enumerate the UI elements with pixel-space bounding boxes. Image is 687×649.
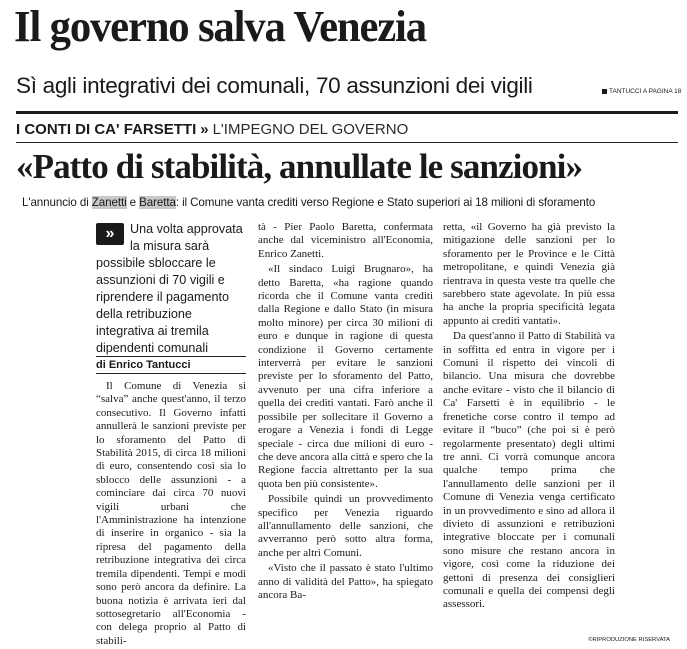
paragraph: tà - Pier Paolo Baretta, confermata anche dal viceministro all'Economia, Enrico Zanetti. <box>258 221 433 260</box>
byline: di Enrico Tantucci <box>96 359 191 371</box>
chevron-badge-icon: » <box>96 223 124 245</box>
summary-name-zanetti: Zanetti <box>91 196 127 209</box>
chevron-right-icon: » <box>200 121 209 138</box>
square-bullet-icon <box>602 89 607 94</box>
divider-thick <box>16 111 678 114</box>
section-label: I CONTI DI CA' FARSETTI <box>16 121 197 138</box>
column-1 <box>96 380 246 649</box>
section-subtitle: L'IMPEGNO DEL GOVERNO <box>212 121 409 138</box>
byline-divider <box>96 356 246 357</box>
headline: Il governo salva Venezia <box>14 2 426 51</box>
article-title: «Patto di stabilità, annullate le sanzioni» <box>16 147 583 186</box>
byline-divider-bottom <box>96 373 246 374</box>
paragraph: «Visto che il passato è stato l'ultimo anno di validità del Patto», ha spiegato ancora Ba- <box>258 562 433 601</box>
summary-text: e <box>126 196 140 209</box>
article-summary <box>22 195 682 211</box>
column-2 <box>258 221 433 604</box>
paragraph: Da quest'anno il Patto di Stabilità va in soffitta ed entra in vigore per i Comuni il rispetto dei vincoli di bilancio. Una misura che dovrebbe anche evitare - visto che il bilancio di Ca' Farsetti è in equilibrio - le frenetiche corse contro il tempo ad evitare il “buco” (che poi si è però regolarmente presentato) degli ultimi tre anni. Ci vorrà comunque ancora qualche tempo prima che l'annullamento delle sanzioni per il Comune di Venezia venga certificato in un provvedimento e sino ad allora il divieto di assunzioni e retribuzioni integrative bloccate per i comunali sono misure che restano ancora in vigore, così come la riduzione dei gettoni di presenza dei consiglieri comunali e quella dei compensi degli assessori. <box>443 330 615 611</box>
paragraph: retta, «il Governo ha già previsto la mitigazione delle sanzioni per lo sforamento per le Province e le Città metropolitane, e quindi Venezia già rientrava in questa veste tra quelle che sarebbero state agevolate. In più essa ha anche la propria specificità legata appunto ai crediti vantati». <box>443 221 615 327</box>
page-reference <box>602 88 686 96</box>
summary-text: : il Comune vanta crediti verso Regione e Stato superiori ai 18 milioni di sforamento <box>175 196 596 209</box>
subhead: Sì agli integrativi dei comunali, 70 assunzioni dei vigili <box>16 73 533 98</box>
paragraph: «Il sindaco Luigi Brugnaro», ha detto Baretta, «ha ragione quando ricorda che il Comune vanta crediti dalla Regione e dallo Stato (in misura molto minore) per circa 30 milioni di euro e dunque in ragione di questa condizione il Governo certamente interverrà per evitare le sanzioni previste per lo sforamento del Patto, avvenuto per una cifra inferiore a quella dei crediti vantati. Farò anche il possibile per sollecitare il Governo a erogare a Venezia i fondi di Legge speciale - circa due milioni di euro - che deve ancora alla città e spero che la Regione faccia altrettanto per la sua quota ben più consistente». <box>258 263 433 490</box>
highlight-text: Una volta approvata la misura sarà possibile sbloccare le assunzioni di 70 vigili e riprendere il pagamento della retribuzione integrativa ai tremila dipendenti comunali <box>96 222 243 355</box>
paragraph: Possibile quindi un provvedimento specifico per Venezia riguardo all'annullamento delle sanzioni, che avverranno però sotto altra forma, anche per altri Comuni. <box>258 493 433 559</box>
summary-text: L'annuncio di <box>22 196 92 209</box>
summary-name-baretta: Baretta <box>139 196 176 209</box>
page-reference-text: TANTUCCI A PAGINA 18 <box>609 88 682 95</box>
paragraph: Il Comune di Venezia si “salva” anche quest'anno, il terzo consecutivo. Il Governo infatti annullerà le sanzioni previste per lo sforamento del Patto di Stabilità 2015, di circa 18 milioni di euro, consentendo così sia lo sblocco delle assunzioni - a cominciare dai circa 70 nuovi vigili urbani che l'Amministrazione ha intenzione di inserire in organico - sia la ripresa del pagamento della retribuzione integrativa dei circa tremila dipendenti. Tempi e modi sono però ancora da definire. La buona notizia è arrivata ieri dal sottosegretario all'Economia - con delega proprio al Patto di stabili- <box>96 380 246 647</box>
column-3 <box>443 221 615 614</box>
highlight-box <box>96 221 246 357</box>
section-header <box>16 120 678 140</box>
divider <box>16 142 678 143</box>
copyright-notice: ©RIPRODUZIONE RISERVATA <box>588 637 670 643</box>
